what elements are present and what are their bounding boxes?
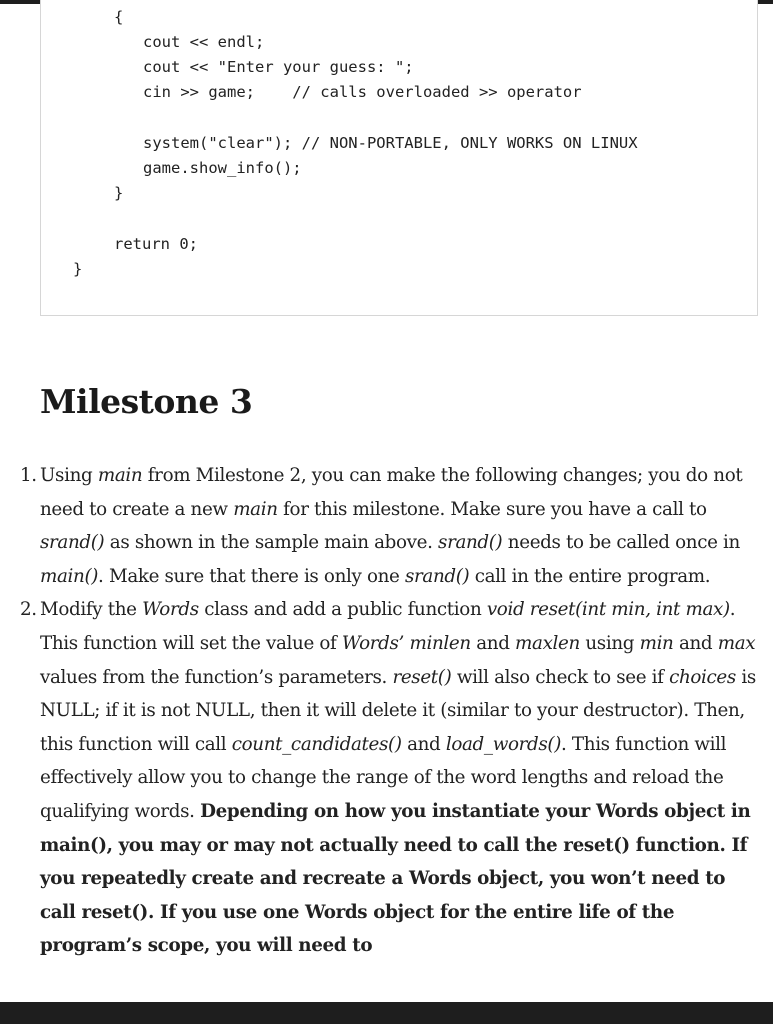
text-run: Modify the bbox=[40, 599, 143, 621]
list-item-text bbox=[40, 465, 742, 587]
text-run: needs to be called once in bbox=[502, 532, 740, 554]
text-run: for this milestone. Make sure you have a call to bbox=[277, 498, 707, 520]
emphasis-text: maxlen bbox=[515, 632, 580, 654]
emphasis-text: choices bbox=[669, 666, 736, 688]
emphasis-text: main bbox=[97, 465, 143, 486]
list-item bbox=[0, 593, 773, 963]
emphasis-text: reset() bbox=[392, 666, 452, 688]
emphasis-text: srand() bbox=[40, 532, 105, 554]
text-run: is NULL; if it is not NULL, then it will delete it (similar to your destructor). Then, this function will call bbox=[40, 666, 756, 755]
code-line: cout << "Enter your guess: "; bbox=[143, 58, 414, 76]
text-run: . Make sure that there is only one bbox=[98, 565, 405, 587]
text-run: values from the function’s parameters. bbox=[40, 666, 393, 688]
list-item-number: 1. bbox=[20, 465, 37, 486]
text-run: and bbox=[401, 733, 446, 755]
bottom-dark-bar bbox=[0, 1002, 773, 1024]
list-item-text bbox=[40, 599, 756, 956]
list-item bbox=[0, 459, 773, 593]
emphasis-text: srand() bbox=[404, 565, 470, 587]
emphasis-text: srand() bbox=[438, 532, 503, 554]
code-line: game.show_info(); bbox=[143, 159, 302, 177]
emphasis-text: count_candidates() bbox=[231, 733, 402, 755]
code-line: cout << endl; bbox=[143, 33, 265, 51]
emphasis-text: Words bbox=[142, 599, 199, 621]
code-line: cin >> game; // calls overloaded >> operator bbox=[143, 83, 582, 101]
text-run: will also check to see if bbox=[451, 666, 670, 688]
emphasis-text: void reset(int min, int max) bbox=[486, 599, 730, 621]
text-run: . This function will set the value of bbox=[40, 599, 736, 654]
milestone-list bbox=[0, 459, 773, 963]
text-run: Using bbox=[40, 465, 98, 486]
code-line: return 0; bbox=[114, 235, 198, 253]
list-item-number: 2. bbox=[20, 599, 37, 621]
emphasis-text: min bbox=[639, 632, 674, 654]
emphasis-text: main() bbox=[40, 565, 99, 587]
code-line: } bbox=[114, 184, 124, 202]
bold-text: Depending on how you instantiate your Words object in main(), you may or may not actually need to call the reset() function. If you repeatedly create and recreate a Words object, you won’t need to call reset(). If you use one Words object for the entire life of the program’s scope, you will need to bbox=[40, 800, 751, 957]
section-heading: Milestone 3 bbox=[40, 382, 253, 421]
text-run: from Milestone 2, you can make the following changes; you do not need to create a new bbox=[40, 465, 743, 520]
code-block bbox=[40, 0, 758, 316]
emphasis-text: load_words() bbox=[445, 733, 561, 755]
text-run: using bbox=[579, 632, 640, 654]
emphasis-text: main bbox=[233, 498, 278, 520]
text-run: and bbox=[470, 632, 516, 654]
text-run: . This function will effectively allow you to change the range of the word lengths and reload the qualifying words. bbox=[40, 733, 727, 822]
code-line: system("clear"); // NON-PORTABLE, ONLY WORKS ON LINUX bbox=[143, 134, 638, 152]
text-run: class and add a public function bbox=[198, 599, 487, 621]
emphasis-text: max bbox=[717, 632, 756, 654]
text-run: call in the entire program. bbox=[469, 565, 711, 587]
text-run: as shown in the sample main above. bbox=[104, 532, 439, 554]
code-line: } bbox=[73, 260, 83, 278]
code-line: { bbox=[114, 8, 124, 26]
emphasis-text: Words’ minlen bbox=[341, 632, 471, 654]
text-run: and bbox=[673, 632, 718, 654]
